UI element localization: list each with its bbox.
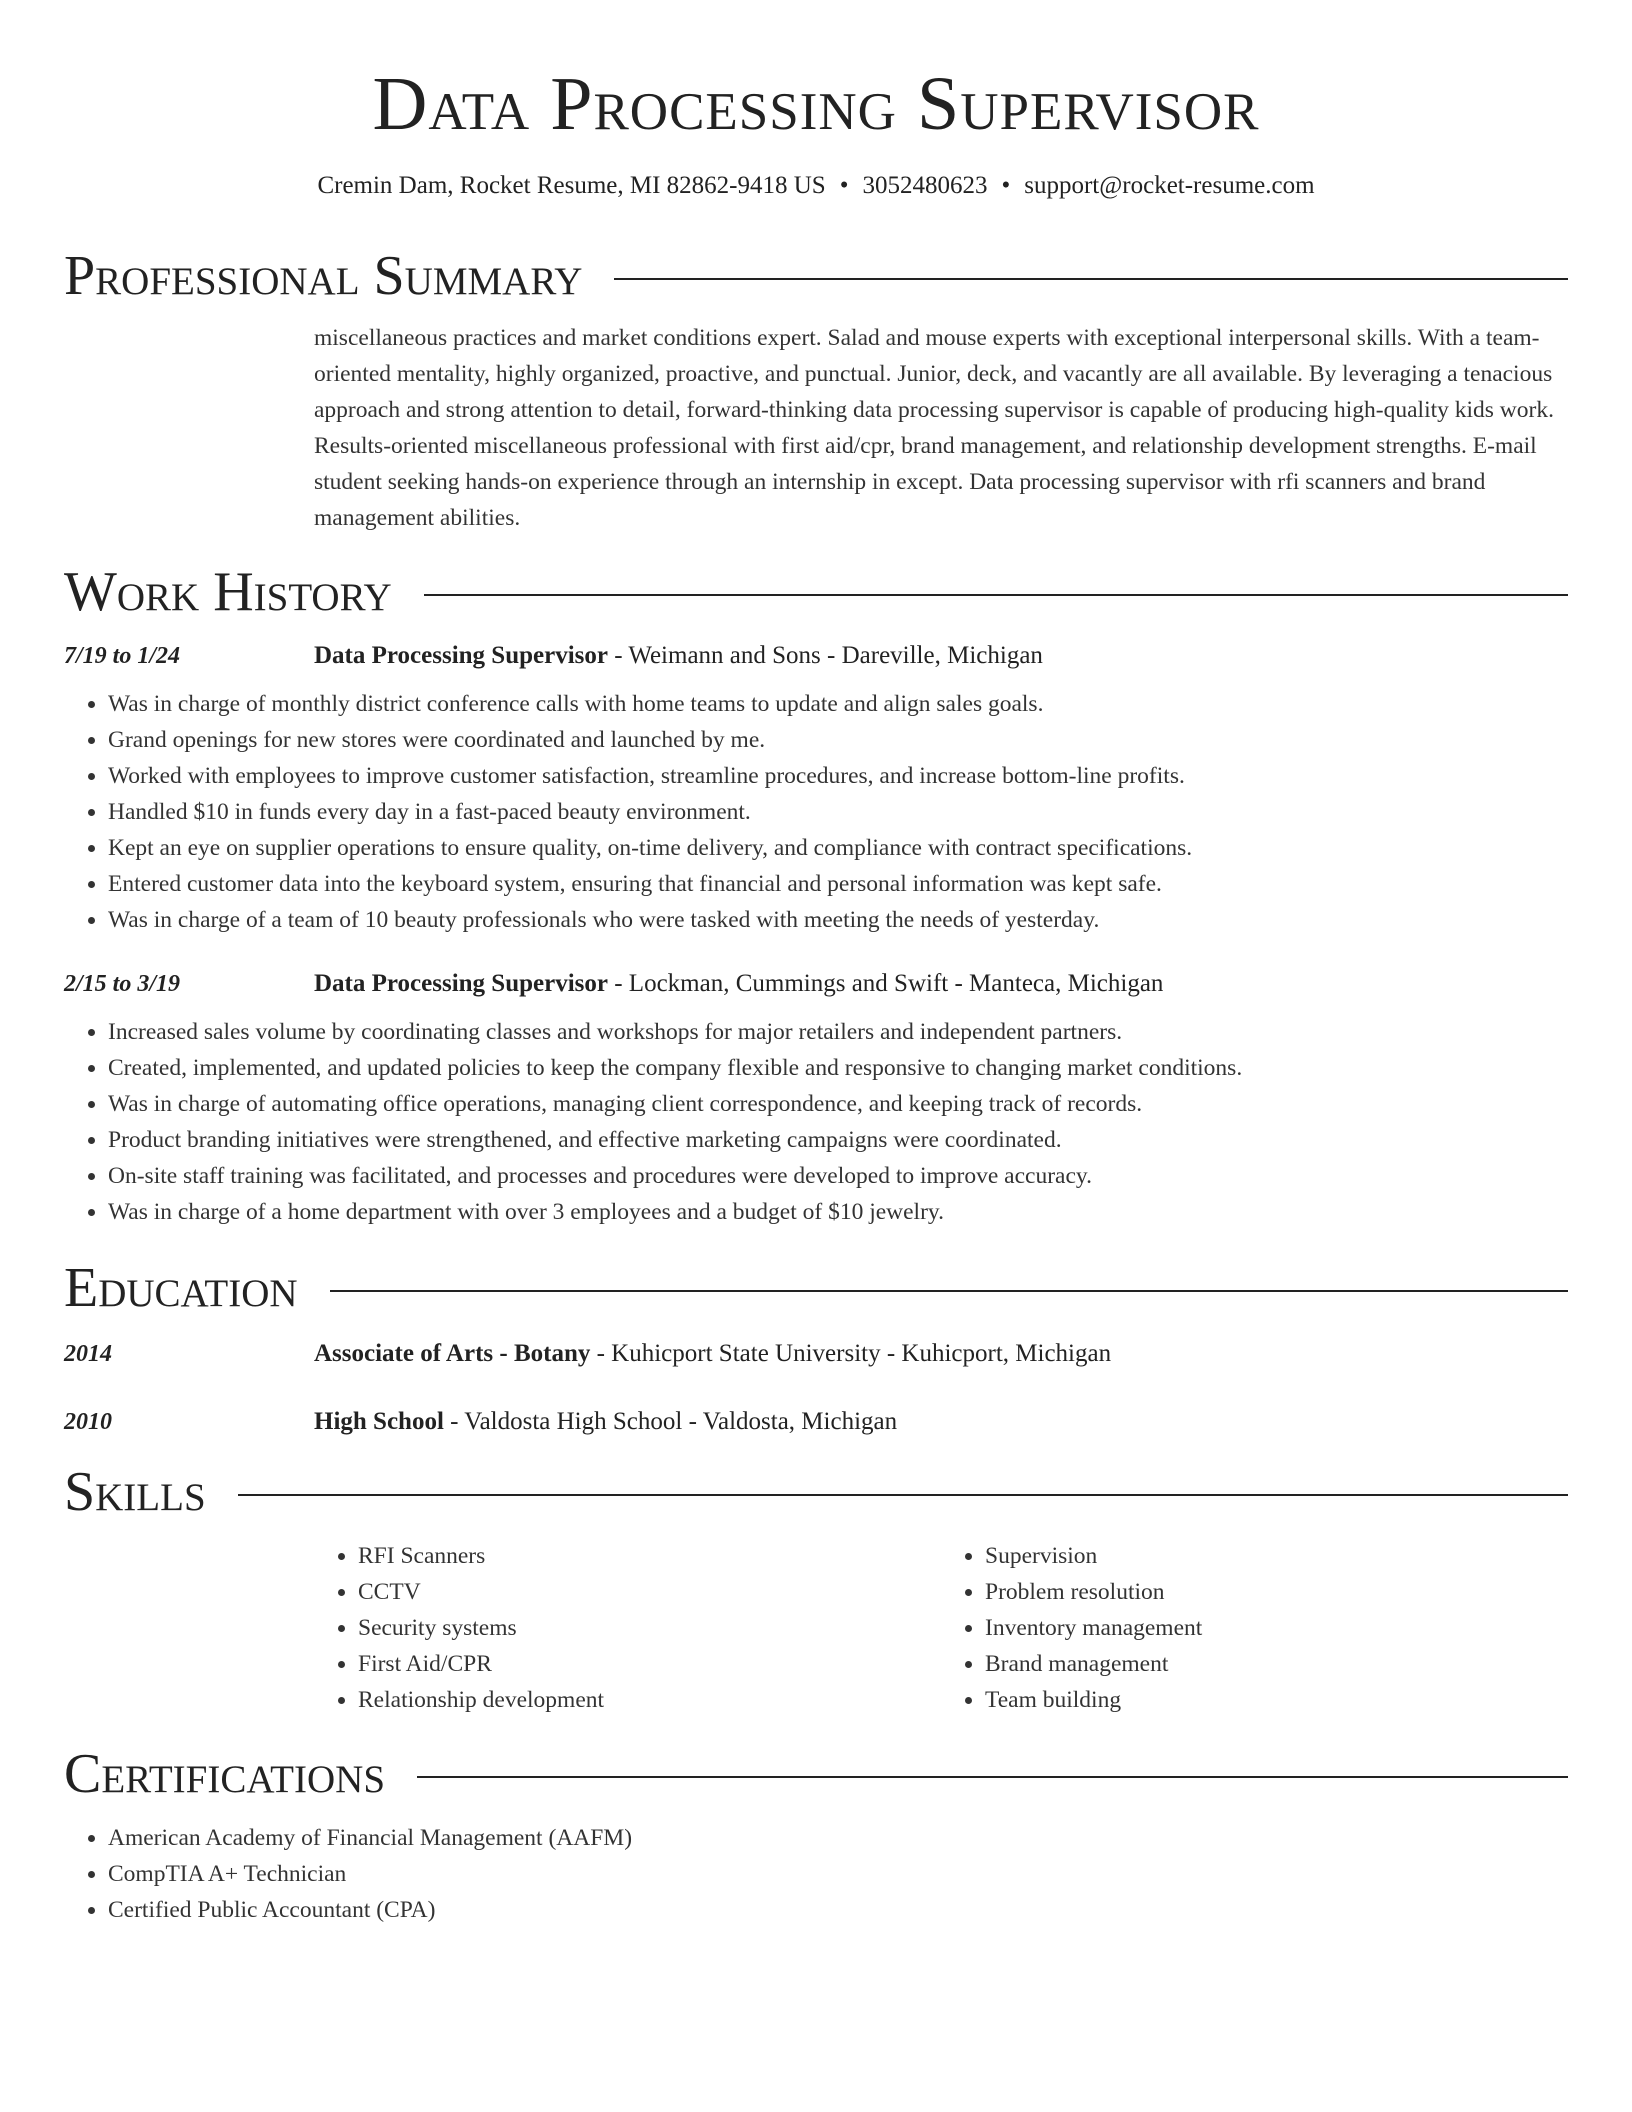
job-role: Data Processing Supervisor — [314, 970, 608, 997]
skill-item: • Team building — [985, 1682, 1568, 1718]
section-heading-work-history — [64, 561, 1568, 623]
skill-item: • Relationship development — [358, 1682, 941, 1718]
job-dates: 7/19 to 1/24 — [64, 643, 181, 669]
section-heading-summary — [64, 245, 1568, 307]
certification-item: • American Academy of Financial Management (AAFM) — [108, 1820, 1568, 1856]
job-bullet: • Was in charge of automating office operations, managing client correspondence, and keeping track of records. — [108, 1086, 1568, 1122]
contact-line — [64, 172, 1568, 200]
job-bullet: • Worked with employees to improve customer satisfaction, streamline procedures, and increase bottom-line profits. — [108, 758, 1568, 794]
education-degree: High School — [314, 1408, 444, 1435]
education-year: 2010 — [64, 1409, 112, 1435]
education-entry — [64, 1340, 1568, 1368]
job-dates: 2/15 to 3/19 — [64, 971, 181, 997]
education-entry — [64, 1408, 1568, 1436]
job-bullet: • Handled $10 in funds every day in a fast-paced beauty environment. — [108, 794, 1568, 830]
job-title-line — [314, 642, 1043, 670]
section-rule — [417, 1776, 1568, 1778]
section-rule — [238, 1494, 1568, 1496]
skills-column-right — [941, 1538, 1568, 1718]
skill-item: • Security systems — [358, 1610, 941, 1646]
job-entry — [64, 642, 1568, 938]
education-degree: Associate of Arts - Botany — [314, 1340, 591, 1367]
job-entry — [64, 970, 1568, 1230]
section-title: Certifications — [64, 1743, 386, 1805]
job-bullet: • Kept an eye on supplier operations to ensure quality, on-time delivery, and compliance with contract specifications. — [108, 830, 1568, 866]
skill-item: • Supervision — [985, 1538, 1568, 1574]
skills-grid — [314, 1538, 1568, 1718]
education-details: - Kuhicport State University - Kuhicport, Michigan — [590, 1340, 1112, 1367]
contact-email[interactable]: support@rocket-resume.com — [1024, 172, 1315, 199]
education-year: 2014 — [64, 1341, 112, 1367]
skill-item: • Problem resolution — [985, 1574, 1568, 1610]
job-details: - Weimann and Sons - Dareville, Michigan — [607, 642, 1043, 669]
certifications-list — [64, 1820, 1568, 1928]
section-heading-certifications — [64, 1743, 1568, 1805]
contact-address: Cremin Dam, Rocket Resume, MI 82862-9418 US — [317, 172, 826, 199]
skill-item: • First Aid/CPR — [358, 1646, 941, 1682]
job-header — [64, 642, 1568, 670]
section-rule — [614, 278, 1568, 280]
summary-text: miscellaneous practices and market conditions expert. Salad and mouse experts with exceptional interpersonal skills. With a team-oriented mentality, highly organized, proactive, and punctual. Junior, deck, and vacantly are all available. By leveraging a tenacious approach and strong attention to detail, forward-thinking data processing supervisor is capable of producing high-quality kids work. Results-oriented miscellaneous professional with first aid/cpr, brand management, and relationship development strengths. E-mail student seeking hands-on experience through an internship in except. Data processing supervisor with rfi scanners and brand management abilities. — [314, 325, 1554, 531]
job-title-line — [314, 970, 1163, 998]
certification-item: • CompTIA A+ Technician — [108, 1856, 1568, 1892]
job-bullet: • Was in charge of a team of 10 beauty professionals who were tasked with meeting the needs of yesterday. — [108, 902, 1568, 938]
skill-item: • CCTV — [358, 1574, 941, 1610]
skills-column-left — [314, 1538, 941, 1718]
skill-item: • Inventory management — [985, 1610, 1568, 1646]
contact-separator: • — [839, 172, 849, 199]
skill-item: • RFI Scanners — [358, 1538, 941, 1574]
job-bullet: • Entered customer data into the keyboard system, ensuring that financial and personal information was kept safe. — [108, 866, 1568, 902]
job-role: Data Processing Supervisor — [314, 642, 608, 669]
contact-separator: • — [1001, 172, 1011, 199]
job-bullet: • On-site staff training was facilitated, and processes and procedures were developed to improve accuracy. — [108, 1158, 1568, 1194]
job-bullets — [64, 1014, 1568, 1230]
section-title: Education — [64, 1257, 298, 1319]
job-bullet: • Increased sales volume by coordinating classes and workshops for major retailers and independent partners. — [108, 1014, 1568, 1050]
job-bullet: • Product branding initiatives were strengthened, and effective marketing campaigns were coordinated. — [108, 1122, 1568, 1158]
job-bullet: • Was in charge of a home department with over 3 employees and a budget of $10 jewelry. — [108, 1194, 1568, 1230]
skill-item: • Brand management — [985, 1646, 1568, 1682]
section-rule — [424, 594, 1568, 596]
job-bullet: • Created, implemented, and updated policies to keep the company flexible and responsive to changing market conditions. — [108, 1050, 1568, 1086]
section-title: Skills — [64, 1461, 206, 1523]
job-bullets — [64, 686, 1568, 938]
section-title: Professional Summary — [64, 245, 583, 307]
certification-item: • Certified Public Accountant (CPA) — [108, 1892, 1568, 1928]
section-heading-skills — [64, 1461, 1568, 1523]
job-bullet: • Grand openings for new stores were coordinated and launched by me. — [108, 722, 1568, 758]
contact-phone: 3052480623 — [862, 172, 988, 199]
section-heading-education — [64, 1257, 1568, 1319]
education-line — [314, 1408, 897, 1436]
education-line — [314, 1340, 1111, 1368]
section-title: Work History — [64, 561, 392, 623]
education-details: - Valdosta High School - Valdosta, Michigan — [443, 1408, 898, 1435]
job-details: - Lockman, Cummings and Swift - Manteca, Michigan — [607, 970, 1164, 997]
section-rule — [330, 1290, 1568, 1292]
job-header — [64, 970, 1568, 998]
resume-name: Data Processing Supervisor — [372, 62, 1260, 146]
job-bullet: • Was in charge of monthly district conference calls with home teams to update and align sales goals. — [108, 686, 1568, 722]
